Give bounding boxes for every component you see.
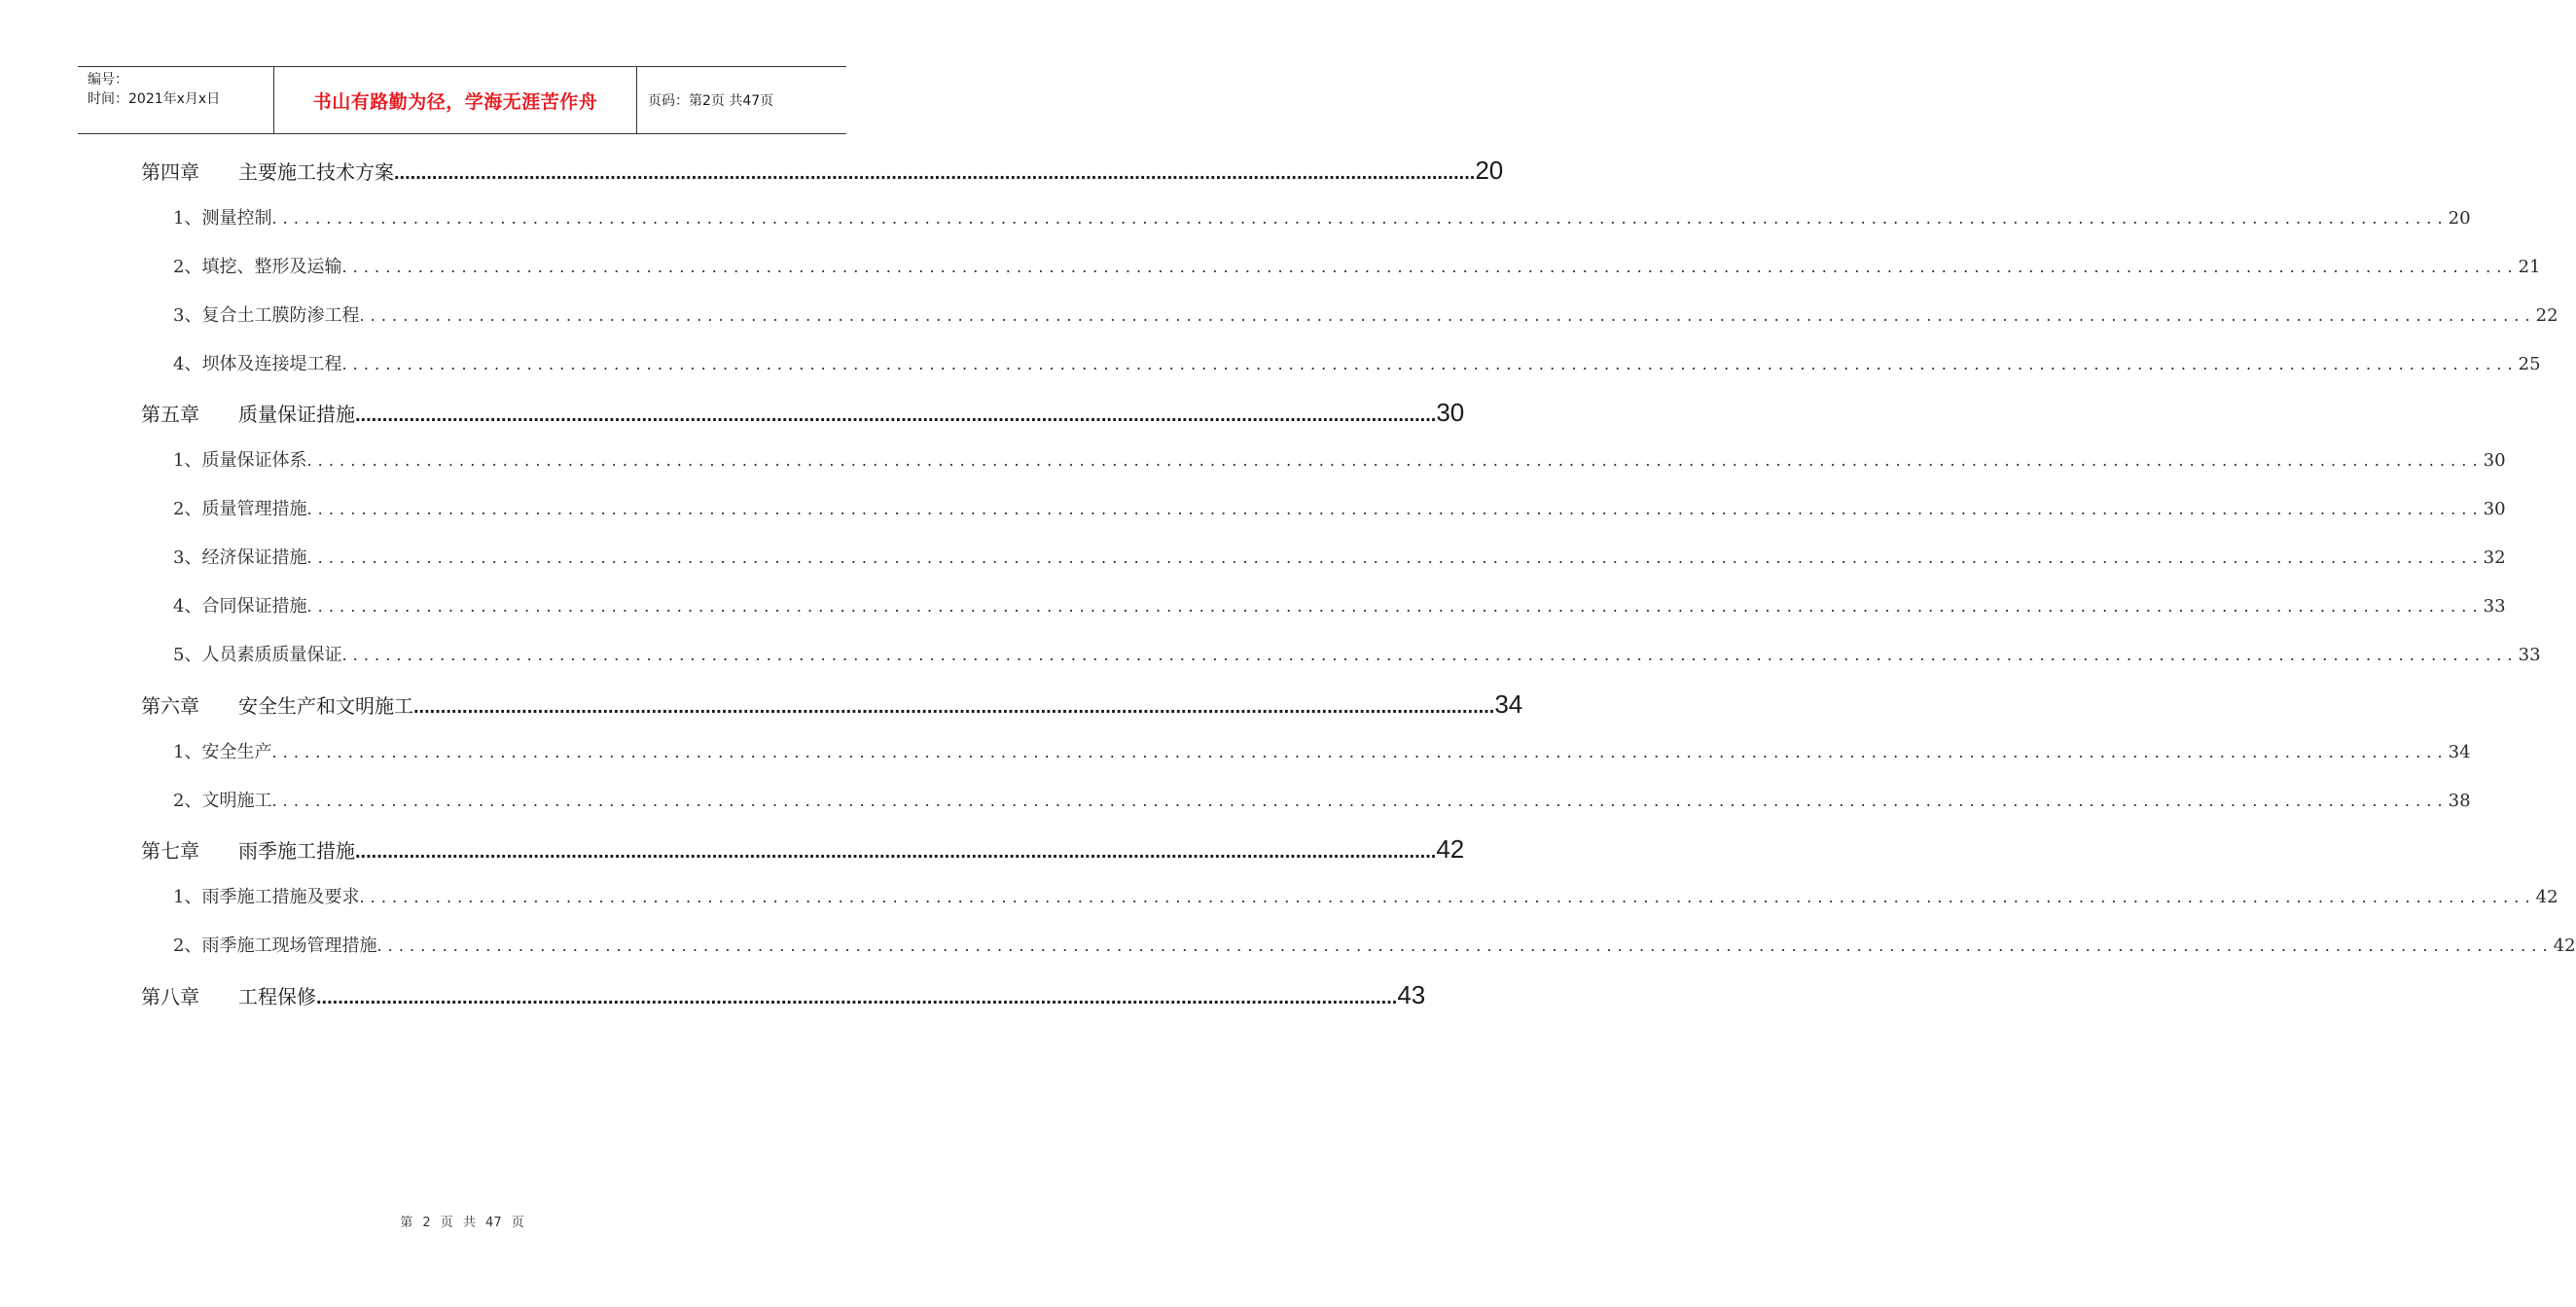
- toc-entry-title: 3、经济保证措施: [173, 548, 307, 569]
- toc-section-entry[interactable]: [141, 446, 2506, 495]
- toc-entry-title: 4、坝体及连接堤工程: [173, 353, 342, 374]
- toc-leader-dots: ........................................................................................................................................................................................................: [341, 354, 2519, 373]
- toc-entry-title: 2、质量管理措施: [173, 499, 307, 520]
- toc-leader-dots: ........................................................................................................................................................................................................: [359, 888, 2536, 907]
- toc-entry-title: 1、雨季施工措施及要求: [173, 887, 360, 908]
- page-footer: 第 2 页 共 47 页: [400, 1216, 524, 1230]
- toc-entry-title: 安全生产和文明施工: [238, 693, 413, 718]
- toc-chapter-entry[interactable]: [141, 689, 1523, 738]
- toc-entry-label: [141, 157, 394, 185]
- toc-page-number: 42: [2535, 887, 2558, 908]
- toc-page-number: 38: [2448, 790, 2471, 811]
- toc-section-entry[interactable]: [141, 544, 2506, 592]
- toc-entry-label: [173, 446, 306, 472]
- toc-entry-title: 1、质量保证体系: [173, 450, 307, 472]
- toc-section-entry[interactable]: [141, 495, 2506, 544]
- toc-page-number: 25: [2518, 353, 2541, 374]
- table-of-contents: [141, 156, 2576, 1029]
- toc-page-number: 42: [2553, 936, 2576, 957]
- toc-leader-dots: ........................................................................................................................................................................................................: [355, 405, 1437, 427]
- chapter-number: 第七章: [141, 839, 199, 864]
- page-header: [78, 66, 846, 134]
- toc-entry-title: 3、复合土工膜防渗工程: [173, 304, 360, 326]
- toc-section-entry[interactable]: [141, 592, 2506, 641]
- toc-entry-title: 2、文明施工: [173, 790, 272, 811]
- toc-entry-title: 4、合同保证措施: [173, 596, 307, 618]
- toc-leader-dots: ........................................................................................................................................................................................................: [316, 987, 1398, 1009]
- toc-chapter-entry[interactable]: [141, 834, 1465, 883]
- toc-entry-title: 工程保修: [238, 985, 316, 1009]
- toc-entry-label: [141, 981, 316, 1009]
- toc-page-number: 32: [2483, 548, 2506, 569]
- toc-section-entry[interactable]: [141, 883, 2558, 932]
- toc-entry-title: 2、填挖、整形及运输: [173, 256, 342, 277]
- toc-entry-label: [173, 253, 341, 278]
- toc-section-entry[interactable]: [141, 932, 2576, 980]
- toc-entry-label: [173, 204, 271, 230]
- toc-page-number: 21: [2518, 256, 2541, 277]
- toc-entry-title: 2、雨季施工现场管理措施: [173, 936, 377, 957]
- toc-section-entry[interactable]: [141, 350, 2541, 399]
- toc-leader-dots: ........................................................................................................................................................................................................: [413, 695, 1495, 718]
- toc-leader-dots: ........................................................................................................................................................................................................: [306, 451, 2484, 471]
- toc-leader-dots: ........................................................................................................................................................................................................: [271, 791, 2449, 810]
- toc-leader-dots: ........................................................................................................................................................................................................: [341, 257, 2519, 276]
- toc-page-number: 34: [2448, 741, 2471, 762]
- toc-entry-label: [173, 738, 271, 763]
- toc-entry-label: [173, 932, 376, 957]
- toc-entry-title: 5、人员素质质量保证: [173, 644, 342, 665]
- document-time-label: 时间：2021年x月x日: [88, 91, 221, 107]
- toc-entry-label: [173, 495, 306, 520]
- toc-entry-title: 1、测量控制: [173, 207, 272, 229]
- toc-leader-dots: ........................................................................................................................................................................................................: [359, 305, 2536, 325]
- toc-chapter-entry[interactable]: [141, 398, 1465, 446]
- header-motto: 书山有路勤为径，学海无涯苦作舟: [274, 67, 637, 133]
- toc-leader-dots: ........................................................................................................................................................................................................: [394, 162, 1476, 184]
- toc-chapter-entry[interactable]: [141, 156, 1504, 204]
- toc-leader-dots: ........................................................................................................................................................................................................: [306, 597, 2484, 617]
- toc-page-number: 42: [1436, 834, 1465, 865]
- toc-section-entry[interactable]: [141, 641, 2541, 689]
- toc-entry-title: 雨季施工措施: [238, 839, 355, 864]
- toc-entry-label: [173, 787, 271, 812]
- toc-entry-label: [173, 883, 359, 908]
- toc-entry-title: 1、安全生产: [173, 741, 272, 762]
- toc-section-entry[interactable]: [141, 253, 2541, 301]
- toc-entry-title: 主要施工技术方案: [238, 160, 394, 184]
- toc-page-number: 22: [2535, 304, 2558, 326]
- toc-page-number: 30: [2483, 450, 2506, 472]
- toc-entry-label: [173, 592, 306, 618]
- toc-entry-label: [173, 301, 359, 327]
- toc-section-entry[interactable]: [141, 787, 2471, 835]
- toc-chapter-entry[interactable]: [141, 980, 1426, 1029]
- toc-entry-title: 质量保证措施: [238, 403, 355, 427]
- toc-page-number: 30: [1436, 398, 1465, 428]
- toc-leader-dots: ........................................................................................................................................................................................................: [271, 742, 2449, 761]
- toc-entry-label: [173, 544, 306, 569]
- toc-entry-label: [173, 350, 341, 375]
- toc-page-number: 33: [2518, 644, 2541, 665]
- toc-leader-dots: ........................................................................................................................................................................................................: [376, 936, 2554, 956]
- chapter-number: 第六章: [141, 693, 199, 718]
- toc-entry-label: [141, 399, 355, 427]
- document-number-label: 编号：: [88, 72, 128, 88]
- chapter-number: 第五章: [141, 403, 199, 427]
- toc-page-number: 43: [1397, 980, 1426, 1010]
- toc-page-number: 20: [2448, 207, 2471, 229]
- chapter-number: 第八章: [141, 985, 199, 1009]
- toc-page-number: 30: [2483, 499, 2506, 520]
- toc-page-number: 34: [1494, 689, 1523, 719]
- toc-leader-dots: ........................................................................................................................................................................................................: [341, 645, 2519, 664]
- toc-entry-label: [141, 690, 413, 719]
- toc-section-entry[interactable]: [141, 301, 2558, 350]
- header-info-cell: [78, 67, 274, 133]
- toc-leader-dots: ........................................................................................................................................................................................................: [355, 841, 1437, 864]
- header-page-info: 页码：第2页 共47页: [648, 93, 774, 109]
- toc-entry-label: [173, 641, 341, 666]
- chapter-number: 第四章: [141, 160, 199, 184]
- toc-leader-dots: ........................................................................................................................................................................................................: [271, 208, 2449, 228]
- toc-section-entry[interactable]: [141, 204, 2471, 253]
- toc-leader-dots: ........................................................................................................................................................................................................: [306, 500, 2484, 519]
- toc-page-number: 33: [2483, 596, 2506, 618]
- toc-entry-label: [141, 835, 355, 864]
- toc-section-entry[interactable]: [141, 738, 2471, 787]
- toc-page-number: 20: [1475, 156, 1504, 185]
- toc-leader-dots: ........................................................................................................................................................................................................: [306, 548, 2484, 568]
